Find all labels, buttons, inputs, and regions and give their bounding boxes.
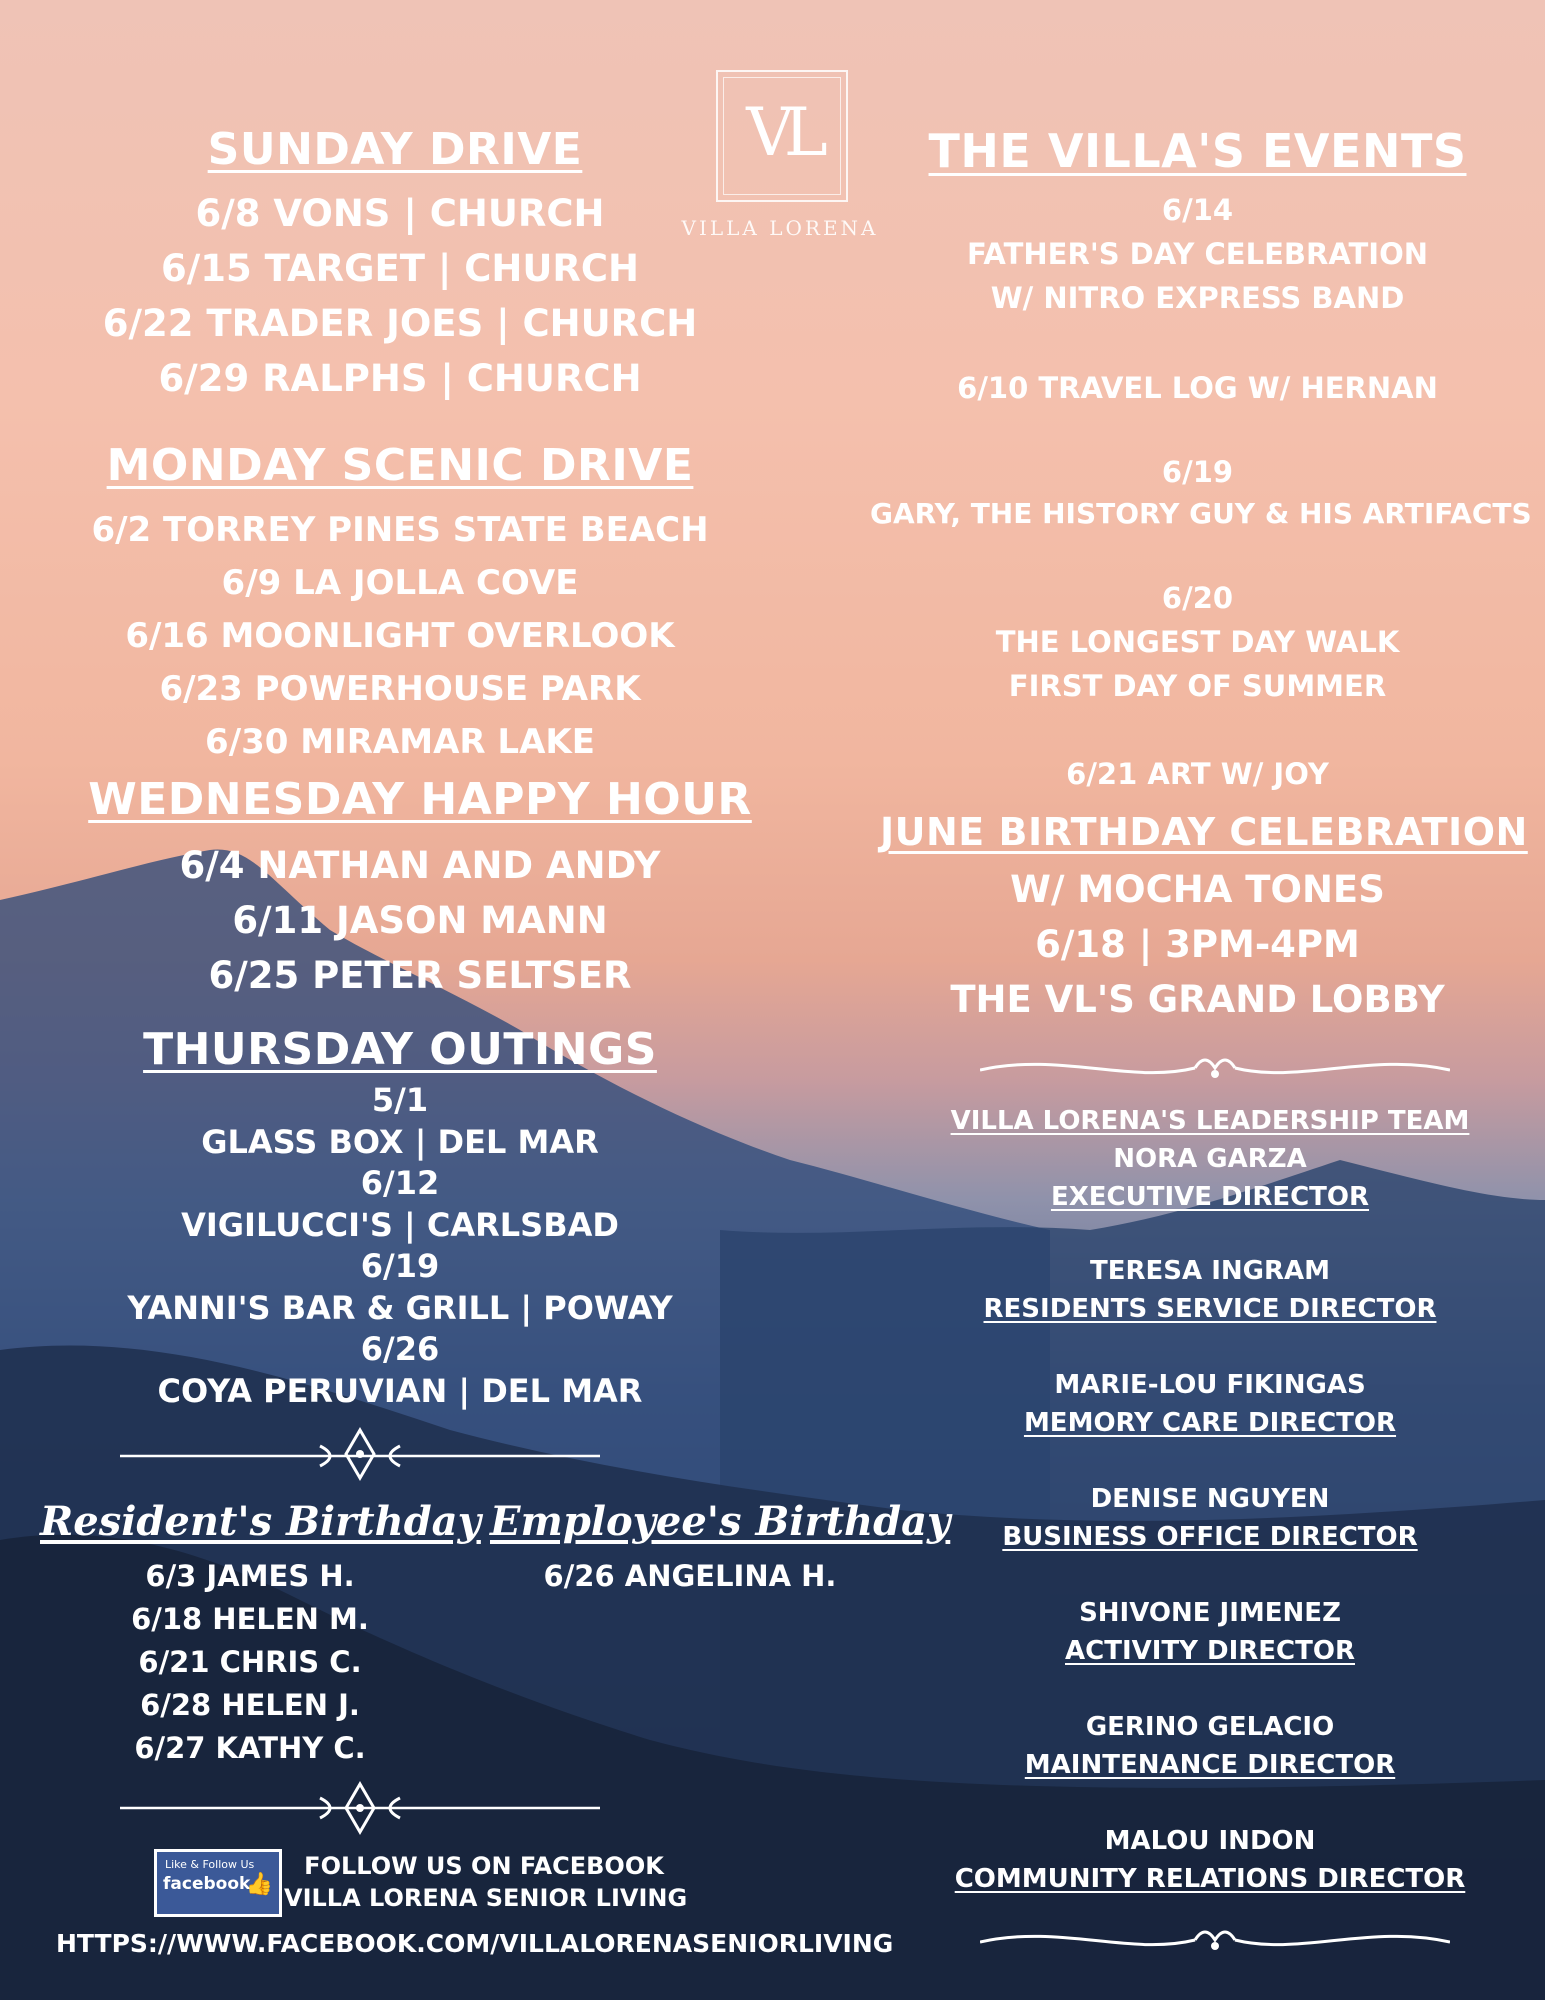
list-item: VIGILUCCI'S | CARLSBAD bbox=[181, 1205, 619, 1244]
list-item: GLASS BOX | DEL MAR bbox=[201, 1122, 599, 1161]
list-item: FATHER'S DAY CELEBRATION bbox=[966, 237, 1429, 271]
june-birthday-title: JUNE BIRTHDAY CELEBRATION bbox=[880, 810, 1528, 854]
leader-role: ACTIVITY DIRECTOR bbox=[1065, 1636, 1355, 1666]
list-item: THE LONGEST DAY WALK bbox=[995, 625, 1400, 659]
list-item: 6/25 PETER SELTSER bbox=[208, 954, 632, 997]
leadership-title: VILLA LORENA'S LEADERSHIP TEAM bbox=[950, 1106, 1470, 1136]
thursday-title: THURSDAY OUTINGS bbox=[143, 1024, 657, 1075]
flourish-divider bbox=[980, 1048, 1450, 1090]
list-item: 6/3 JAMES H. bbox=[145, 1559, 355, 1593]
leader-name: MALOU INDON bbox=[1104, 1826, 1316, 1856]
list-item: 6/18 HELEN M. bbox=[131, 1602, 369, 1636]
leader-name: SHIVONE JIMENEZ bbox=[1079, 1598, 1341, 1628]
list-item: W/ MOCHA TONES bbox=[1010, 868, 1385, 911]
leader-name: TERESA INGRAM bbox=[1090, 1256, 1330, 1286]
june-birthday-details bbox=[880, 862, 1515, 1027]
ornament-divider bbox=[120, 1424, 600, 1484]
leader-role: RESIDENTS SERVICE DIRECTOR bbox=[983, 1294, 1437, 1324]
list-item: 6/2 TORREY PINES STATE BEACH bbox=[91, 510, 709, 550]
wednesday-title: WEDNESDAY HAPPY HOUR bbox=[88, 774, 752, 825]
logo-monogram: VL bbox=[746, 94, 818, 171]
list-item: 6/8 VONS | CHURCH bbox=[195, 192, 605, 235]
list-item: 6/28 HELEN J. bbox=[140, 1688, 360, 1722]
thursday-list bbox=[60, 1080, 740, 1412]
list-item: 6/21 CHRIS C. bbox=[138, 1645, 362, 1679]
leader-name: NORA GARZA bbox=[1113, 1144, 1307, 1174]
leader-name: DENISE NGUYEN bbox=[1090, 1484, 1330, 1514]
list-item: FIRST DAY OF SUMMER bbox=[1008, 669, 1387, 703]
villa-lorena-logo bbox=[716, 70, 848, 202]
wednesday-list bbox=[80, 838, 760, 1003]
facebook-url-link[interactable]: HTTPS://WWW.FACEBOOK.COM/VILLALORENASENIORLIVING bbox=[56, 1929, 894, 1958]
list-item: COYA PERUVIAN | DEL MAR bbox=[157, 1371, 643, 1410]
employee-birthday-title: Employee's Birthday bbox=[490, 1498, 951, 1545]
facebook-badge-caption: Like & Follow Us bbox=[165, 1858, 255, 1871]
leader-role: EXECUTIVE DIRECTOR bbox=[1050, 1182, 1370, 1212]
list-item: THE VL'S GRAND LOBBY bbox=[950, 978, 1445, 1021]
ornament-divider bbox=[120, 1780, 600, 1840]
sunday-drive-list bbox=[60, 186, 740, 406]
villa-events-title: THE VILLA'S EVENTS bbox=[928, 124, 1467, 178]
list-item: 6/19 bbox=[360, 1247, 440, 1285]
list-item: 6/15 TARGET | CHURCH bbox=[160, 247, 640, 290]
list-item: 6/9 LA JOLLA COVE bbox=[221, 563, 579, 603]
list-item: YANNI'S BAR & GRILL | POWAY bbox=[127, 1288, 673, 1327]
leadership-team bbox=[900, 1102, 1520, 1898]
list-item: W/ NITRO EXPRESS BAND bbox=[990, 281, 1405, 315]
facebook-badge-brand: facebook bbox=[163, 1874, 251, 1894]
list-item: 6/14 bbox=[1161, 193, 1234, 227]
list-item: 6/27 KATHY C. bbox=[134, 1731, 366, 1765]
sunday-drive-title: SUNDAY DRIVE bbox=[207, 124, 583, 175]
list-item: 6/21 ART W/ JOY bbox=[1066, 757, 1329, 791]
facebook-follow-line: FOLLOW US ON FACEBOOK bbox=[304, 1852, 664, 1880]
monday-scenic-list bbox=[40, 504, 760, 769]
facebook-badge[interactable] bbox=[154, 1849, 282, 1917]
list-item: GARY, THE HISTORY GUY & HIS ARTIFACTS bbox=[870, 497, 1532, 530]
leader-role: BUSINESS OFFICE DIRECTOR bbox=[1002, 1522, 1418, 1552]
list-item: 6/12 bbox=[360, 1164, 440, 1202]
flourish-divider bbox=[980, 1920, 1450, 1962]
list-item: 6/26 bbox=[360, 1330, 440, 1368]
leader-role: MAINTENANCE DIRECTOR bbox=[1024, 1750, 1396, 1780]
resident-birthday-list bbox=[80, 1555, 420, 1770]
list-item: 6/18 | 3PM-4PM bbox=[1035, 923, 1360, 966]
list-item: 6/30 MIRAMAR LAKE bbox=[205, 722, 595, 762]
leader-role: COMMUNITY RELATIONS DIRECTOR bbox=[954, 1864, 1466, 1894]
list-item: 6/20 bbox=[1161, 581, 1234, 615]
leader-name: GERINO GELACIO bbox=[1085, 1712, 1335, 1742]
leader-name: MARIE-LOU FIKINGAS bbox=[1054, 1370, 1366, 1400]
villa-events-list bbox=[870, 188, 1532, 796]
facebook-page-name: VILLA LORENA SENIOR LIVING bbox=[284, 1884, 688, 1912]
list-item: 6/19 bbox=[1161, 455, 1234, 489]
thumbs-up-icon: 👍 bbox=[245, 1872, 273, 1897]
list-item: 6/11 JASON MANN bbox=[232, 899, 608, 942]
list-item: 5/1 bbox=[371, 1081, 429, 1119]
list-item: 6/10 TRAVEL LOG W/ HERNAN bbox=[957, 371, 1438, 405]
list-item: 6/22 TRADER JOES | CHURCH bbox=[102, 302, 698, 345]
list-item: 6/29 RALPHS | CHURCH bbox=[158, 357, 642, 400]
resident-birthday-title: Resident's Birthday bbox=[40, 1498, 481, 1545]
list-item: 6/16 MOONLIGHT OVERLOOK bbox=[125, 616, 675, 656]
employee-birthday-item: 6/26 ANGELINA H. bbox=[543, 1559, 837, 1593]
list-item: 6/23 POWERHOUSE PARK bbox=[159, 669, 641, 709]
list-item: 6/4 NATHAN AND ANDY bbox=[179, 844, 661, 887]
leader-role: MEMORY CARE DIRECTOR bbox=[1023, 1408, 1397, 1438]
facebook-follow-text bbox=[284, 1850, 688, 1914]
logo-wordmark: VILLA LORENA bbox=[681, 216, 879, 240]
monday-scenic-title: MONDAY SCENIC DRIVE bbox=[106, 440, 694, 491]
